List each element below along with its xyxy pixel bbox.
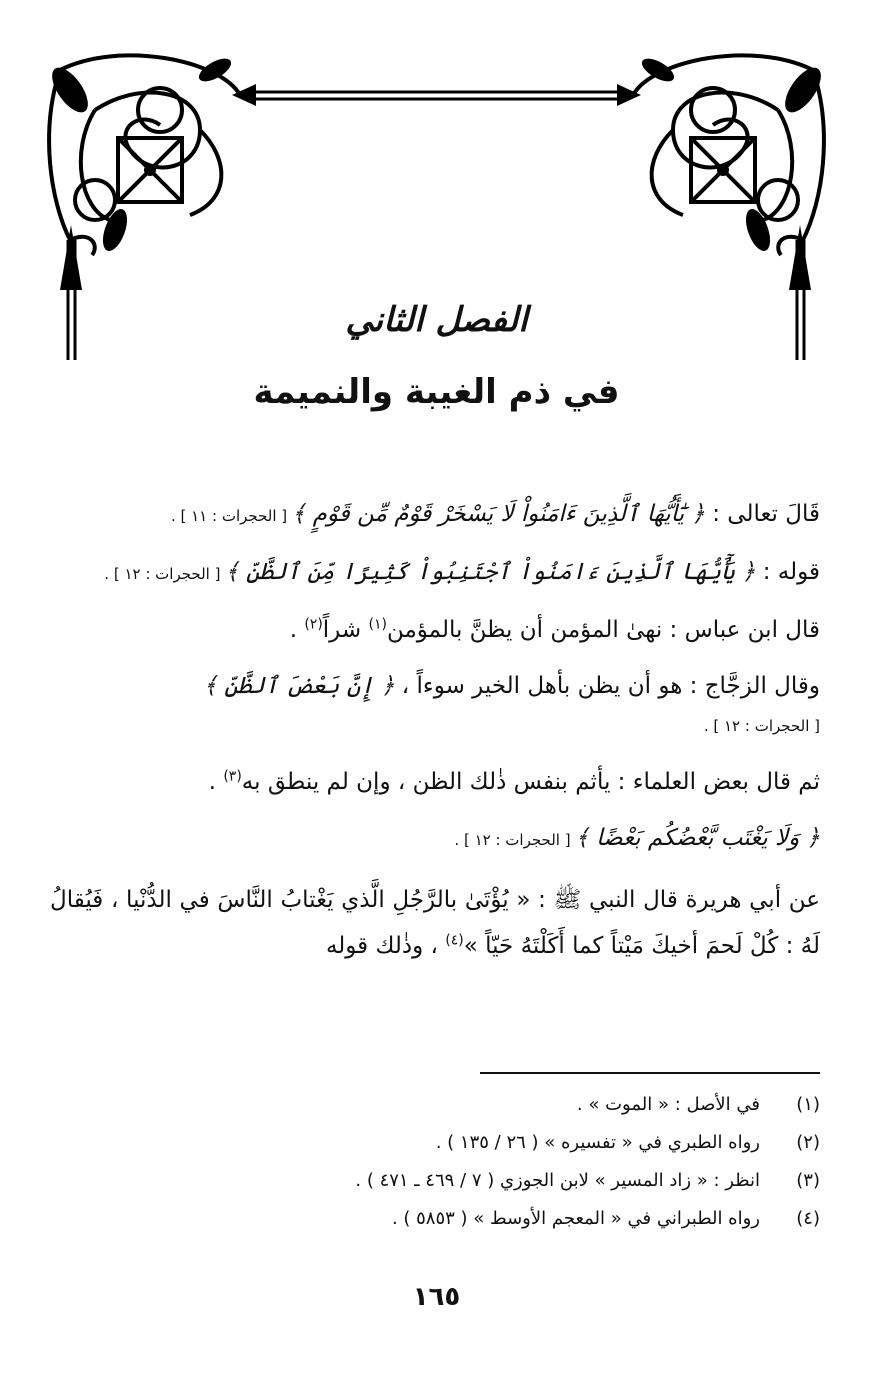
footnote-item <box>50 1130 820 1156</box>
footnote-item <box>50 1206 820 1232</box>
quran-verse: ﴿ يَٰٓأَيُّهَا ٱلَّذِينَ ءَامَنُواْ ٱجْتَنِبُواْ كَثِيرًا مِّنَ ٱلظَّنِّ ﴾ <box>225 559 756 585</box>
footnote-divider <box>480 1072 820 1074</box>
paragraph-text: شراً <box>322 617 369 643</box>
footnote-number: (٢) <box>796 1132 820 1153</box>
footnote-marker: (٤) <box>445 932 464 949</box>
paragraph-1 <box>50 495 820 535</box>
paragraph-3 <box>50 611 820 649</box>
verse-reference: [ الحجرات : ١٢ ] . <box>454 831 576 849</box>
chapter-title: في ذم الغيبة والنميمة <box>253 372 620 412</box>
paragraph-6 <box>50 819 820 859</box>
footnote-item <box>50 1092 820 1118</box>
footnote-text: رواه الطبراني في « المعجم الأوسط » ( ٥٨٥٣ ) . <box>391 1208 760 1229</box>
paragraph-2 <box>50 553 820 593</box>
footnote-marker: (٢) <box>304 616 323 633</box>
paragraph-lead: وقال الزجَّاج : هو أن يظن بأهل الخير سوءاً ، <box>394 673 820 699</box>
quran-verse: ﴿ وَلَا يَغْتَب بَّعْضُكُم بَعْضًا ﴾ <box>575 825 820 851</box>
paragraph-text: . <box>289 617 305 643</box>
footnote-number: (١) <box>796 1094 820 1115</box>
paragraph-5 <box>50 763 820 801</box>
footnote-number: (٣) <box>796 1170 820 1191</box>
footnote-item <box>50 1168 820 1194</box>
chapter-label: الفصل الثاني <box>345 300 528 340</box>
verse-reference: [ الحجرات : ١١ ] . <box>170 507 292 525</box>
quran-verse: ﴿ إِنَّ بَعْضَ ٱلظَّنِّ ﴾ <box>203 673 395 699</box>
verse-reference: [ الحجرات : ١٢ ] . <box>703 717 820 735</box>
footnote-marker: (٣) <box>223 768 242 785</box>
footnote-text: في الأصل : « الموت » . <box>576 1094 760 1115</box>
quran-verse: ﴿ يَٰٓأَيُّهَا ٱلَّذِينَ ءَامَنُواْ لَا يَسْخَرْ قَوْمٌ مِّن قَوْمٍ ﴾ <box>291 501 705 527</box>
paragraph-end: ، وذٰلك قوله <box>325 933 446 959</box>
hadith-text: عن أبي هريرة قال النبي ﷺ : « يُؤْتَىٰ بالرَّجُلِ الَّذي يَغْتابُ النَّاسَ في الدُّنْيا ، فَيُقالُ لَهُ : كُلْ لَحمَ أخيكَ مَيْتاً كما أَكَلْتَهُ حَيّاً » <box>50 887 820 959</box>
footnotes <box>50 1092 820 1244</box>
paragraph-text: قال ابن عباس : نهىٰ المؤمن أن يظنَّ بالمؤمن <box>386 617 820 643</box>
footnote-text: رواه الطبري في « تفسيره » ( ٢٦ / ١٣٥ ) . <box>435 1132 760 1153</box>
paragraph-end: . <box>208 769 224 795</box>
paragraph-lead: قوله : <box>755 559 820 585</box>
paragraph-lead: قَالَ تعالى : <box>704 501 820 527</box>
footnote-marker: (١) <box>368 616 387 633</box>
paragraph-text: ثم قال بعض العلماء : يأثم بنفس ذٰلك الظن ، وإن لم ينطق به <box>241 769 820 795</box>
paragraph-4 <box>50 667 820 745</box>
footnote-text: انظر : « زاد المسير » لابن الجوزي ( ٧ / ٤٦٩ ـ ٤٧١ ) . <box>355 1170 760 1191</box>
verse-reference: [ الحجرات : ١٢ ] . <box>104 565 226 583</box>
page-number: ١٦٥ <box>412 1282 461 1312</box>
footnote-number: (٤) <box>796 1208 820 1229</box>
paragraph-7 <box>50 877 820 969</box>
main-text <box>50 495 820 987</box>
